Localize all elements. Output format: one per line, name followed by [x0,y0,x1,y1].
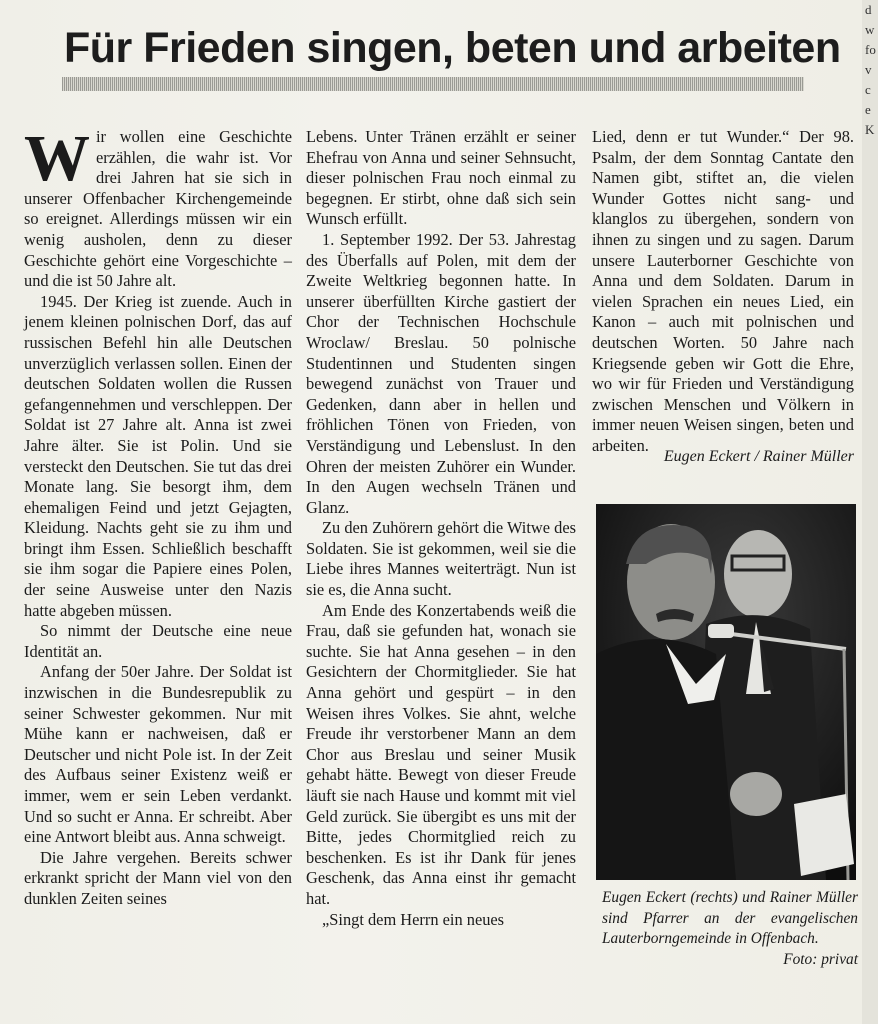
fragment-line: d [865,2,872,17]
drop-cap: W [24,122,90,195]
photo-image [596,504,856,880]
fragment-line: c [865,82,871,97]
article-paragraph: Anfang der 50er Jahre. Der Soldat ist inzwischen in die Bundesrepublik zu seiner Schwester gekommen. Nur mit Mühe kann er nachweisen, daß er Deutscher und nicht Pole ist. In der Zeit des Aufbaus seiner Existenz weiß er immer, wem er sein Leben verdankt. Und so sucht er Anna. Er schreibt. Aber eine Antwort bleibt aus. Anna schweigt. [24,662,292,847]
fragment-line: fo [865,42,876,57]
article-column-2 [306,127,576,930]
article-paragraph: Zu den Zuhörern gehört die Witwe des Soldaten. Sie ist gekommen, weil sie die Liebe ihres Mannes weiterträgt. Nun ist sie es, die Anna sucht. [306,518,576,600]
fragment-line: v [865,62,872,77]
article-paragraph: „Singt dem Herrn ein neues [322,909,505,929]
caption-text: Eugen Eckert (rechts) und Rainer Müller sind Pfarrer an der evangelischen Lauterborngemeinde in Offenbach. [602,889,858,947]
fragment-line: e [865,102,871,117]
photo-pastors [596,504,856,880]
article-paragraph: Am Ende des Konzertabends weiß die Frau, daß sie gefunden hat, wonach sie suchte. Sie hat Anna gesehen – in den Gesichtern der Chormitglieder. Sie hat Anna gehört und gespürt – in den Weisen ihres Volkes. Sie ahnt, welche Freude ihr verstorbener Mann an dem Chor aus Breslau und seiner Musik gehabt hätte. Bewegt von dieser Freude läuft sie nach Hause und kommt mit viel Geld zurück. Sie übergibt es uns mit der Bitte, jedes Chormitglied reich zu beschenken. Es ist ihr Dank für jenes Geschenk, das Anna einst ihr gemacht hat. [306,600,576,908]
article-column-3 [592,127,854,457]
paragraph-text: ir wollen eine Geschichte erzählen, die wahr ist. Vor drei Jahren hat sie sich in unserer Offenbacher Kirchengemeinde so ereignet. Allerdings müssen wir ein wenig ausholen, denn zu dieser Geschichte gehört eine Vorgeschichte – und die ist 50 Jahre alt. [24,127,292,291]
article-paragraph: 1945. Der Krieg ist zuende. Auch in jenem kleinen polnischen Dorf, das auf russischen Befehl hin alle Deutschen unverzüglich verlassen sollen. Einen der deutschen Soldaten wollen die Russen gefangennehmen und verschleppen. Der Soldat ist 27 Jahre alt. Anna ist zwei Jahre älter. Sie ist Polin. Und sie versteckt den Deutschen. Sie tut das drei Monate lang. Sie besorgt ihm, dem ehemaligen Feind und jetzt Gejagten, Kleidung. Nachts geht sie zu ihm und bringt ihm Essen. Schließlich beschafft sie ihm sogar die Papiere eines Polen, der seine Ausweise unter den Nazis hatte abgeben müssen. [24,291,292,620]
article-paragraph [24,122,292,292]
article-paragraph: Die Jahre vergehen. Bereits schwer erkrankt spricht der Mann viel von den dunklen Zeiten seines [24,847,292,908]
fragment-line: w [865,22,875,37]
article-paragraph: Lebens. Unter Tränen erzählt er seiner Ehefrau von Anna und seiner Sehnsucht, dieser polnischen Frau noch einmal zu begegnen. Er stirbt, ohne daß sich sein Wunsch erfüllt. [306,127,576,229]
headline-rule [62,77,804,91]
article-paragraph: So nimmt der Deutsche eine neue Identität an. [24,621,292,661]
adjacent-column-fragment [862,0,878,1024]
author-byline: Eugen Eckert / Rainer Müller [663,448,854,465]
article-paragraph: Lied, denn er tut Wunder.“ Der 98. Psalm, der dem Sonntag Cantate den Namen gibt, stiftet an, die vielen Wunder Gottes nicht sang- und klanglos zu übergehen, sondern von ihnen zu singen und zu sagen. Darum unsere Lauterborner Geschichte von Anna und dem Soldaten. Darum in vielen Sprachen ein neues Lied, ein Kanon – auch mit polnischen und deutschen Worten. 50 Jahre nach Kriegsende geben wir Gott die Ehre, wo wir für Frieden und Verständigung zwischen Menschen und Völkern in immer neuen Weisen singen, beten und arbeiten. [592,127,854,455]
article-paragraph: 1. September 1992. Der 53. Jahrestag des Überfalls auf Polen, mit dem der Zweite Weltkrieg begonnen hatte. In unserer überfüllten Kirche gastiert der Chor der Technischen Hochschule Wroclaw/ Breslau. 50 polnische Studentinnen und Studenten singen bewegend zunächst von Trauer und Gedenken, dann aber in hellen und fröhlichen Tönen von Frieden, von Verständigung und Lebenslust. In den Ohren der meisten Zuhörer ein Wunder. In den Augen wechseln Tränen und Glanz. [306,229,576,517]
photo-caption [602,888,858,970]
photo-credit: Foto: privat [783,950,858,968]
article-column-1 [24,122,292,910]
fragment-line: K [865,122,875,137]
headline: Für Frieden singen, beten und arbeiten [64,24,841,72]
